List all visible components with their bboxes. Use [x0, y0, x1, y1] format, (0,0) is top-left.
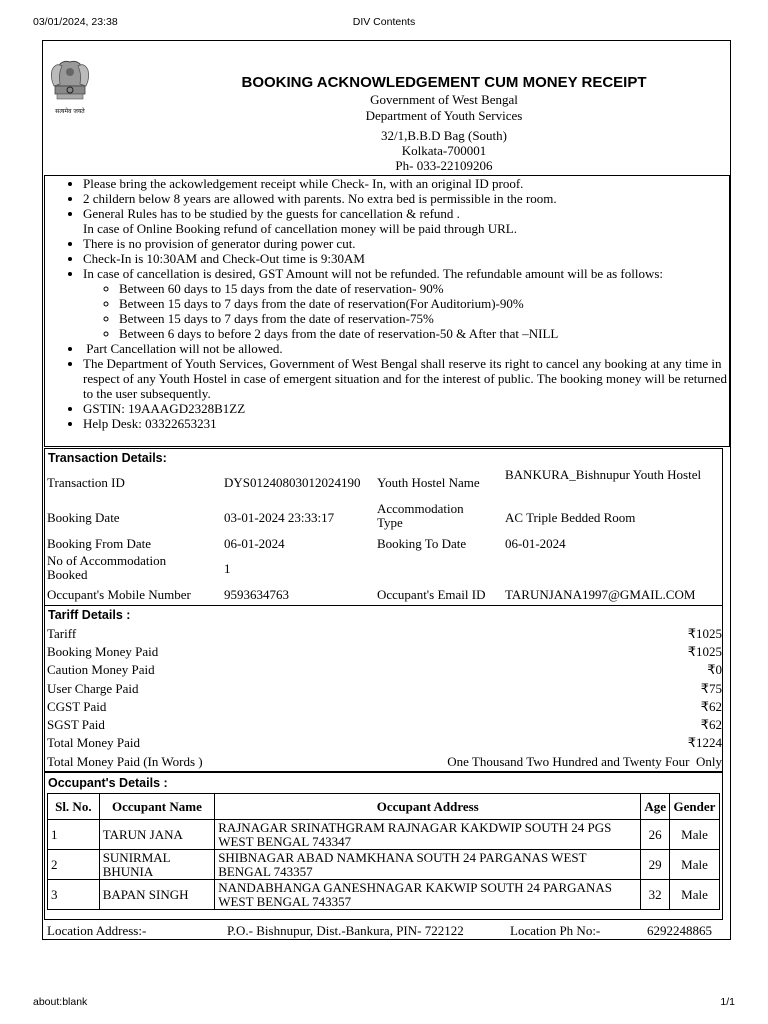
tariff-value: ₹1224	[687, 735, 722, 750]
accommodation-type-value: AC Triple Bedded Room	[505, 510, 636, 525]
rule-text: In case of cancellation is desired, GST Amount will not be refunded. The refundable amount will be as follows:	[83, 266, 664, 281]
header-line: Government of West Bengal	[370, 92, 518, 107]
gender-cell: Male	[670, 820, 720, 850]
location-address-value: P.O.- Bishnupur, Dist.-Bankura, PIN- 722122	[227, 923, 464, 938]
emblem-caption: सत्यमेव जयते	[55, 108, 85, 115]
rule-item: • There is no provision of generator during power cut.	[83, 236, 729, 251]
tariff-value: One Thousand Two Hundred and Twenty Four Only	[447, 754, 722, 769]
rule-item: • Part Cancellation will not be allowed.	[83, 341, 729, 356]
rule-item: • Help Desk: 03322653231	[83, 416, 729, 431]
rule-note: In case of Online Booking refund of cancellation money will be paid through URL.	[83, 221, 517, 236]
tariff-value: ₹1025	[687, 644, 722, 659]
mobile-value: 9593634763	[224, 587, 289, 602]
table-row	[48, 820, 720, 850]
column-header: Occupant Address	[215, 794, 641, 820]
age-cell: 26	[641, 820, 670, 850]
accommodation-type-label: Accommodation Type	[377, 501, 464, 530]
hostel-name-value: BANKURA_Bishnupur Youth Hostel	[505, 467, 702, 482]
occupant-table	[47, 793, 720, 910]
state-emblem-icon	[46, 56, 94, 116]
refund-item: ◦ Between 6 days to before 2 days from the date of reservation-50 & After that –NILL	[119, 326, 729, 341]
tariff-value: ₹62	[700, 717, 722, 732]
booking-date-label: Booking Date	[47, 510, 120, 525]
column-header: Occupant Name	[99, 794, 215, 820]
mobile-label: Occupant's Mobile Number	[47, 587, 191, 602]
email-label: Occupant's Email ID	[377, 587, 486, 602]
transaction-heading: Transaction Details:	[48, 451, 167, 465]
sl-cell: 3	[48, 880, 100, 910]
tariff-value: ₹1025	[687, 626, 722, 641]
tariff-label: User Charge Paid	[47, 681, 139, 696]
table-header-row	[48, 794, 720, 820]
tariff-label: CGST Paid	[47, 699, 107, 714]
location-address-label: Location Address:-	[47, 923, 147, 938]
header-line: Kolkata-700001	[401, 143, 487, 158]
column-header: Age	[641, 794, 670, 820]
name-cell: BAPAN SINGH	[99, 880, 215, 910]
gender-cell: Male	[670, 850, 720, 880]
name-cell: SUNIRMAL BHUNIA	[99, 850, 215, 880]
tariff-label: Booking Money Paid	[47, 644, 159, 659]
hostel-name-label: Youth Hostel Name	[377, 475, 480, 490]
transaction-id-value: DYS01240803012024190	[224, 475, 361, 490]
to-date-label: Booking To Date	[377, 536, 467, 551]
column-header: Sl. No.	[48, 794, 100, 820]
table-row	[48, 880, 720, 910]
tariff-value: ₹0	[707, 662, 722, 677]
refund-list	[83, 281, 729, 341]
tariff-label: Caution Money Paid	[47, 662, 155, 677]
rules-list	[45, 176, 729, 431]
booking-date-value: 03-01-2024 23:33:17	[224, 510, 335, 525]
rules-box	[44, 175, 730, 447]
column-header: Gender	[670, 794, 720, 820]
address-cell: NANDABHANGA GANESHNAGAR KAKWIP SOUTH 24 PARGANAS WEST BENGAL 743357	[215, 880, 641, 910]
print-page-number: 1/1	[720, 996, 735, 1008]
tariff-label: SGST Paid	[47, 717, 105, 732]
print-datetime: 03/01/2024, 23:38	[33, 16, 118, 28]
tariff-value: ₹62	[700, 699, 722, 714]
refund-item: ◦ Between 15 days to 7 days from the date of reservation(For Auditorium)-90%	[119, 296, 729, 311]
name-cell: TARUN JANA	[99, 820, 215, 850]
print-title: DIV Contents	[352, 16, 416, 28]
email-value: TARUNJANA1997@GMAIL.COM	[505, 587, 696, 602]
rule-text: General Rules has to be studied by the guests for cancellation & refund .	[83, 206, 460, 221]
age-cell: 32	[641, 880, 670, 910]
rule-item	[83, 206, 729, 236]
tariff-details-box	[44, 605, 723, 772]
age-cell: 29	[641, 850, 670, 880]
tariff-heading: Tariff Details :	[48, 608, 131, 622]
refund-item: ◦ Between 60 days to 15 days from the date of reservation- 90%	[119, 281, 729, 296]
tariff-label: Total Money Paid (In Words )	[47, 754, 203, 769]
table-row	[48, 850, 720, 880]
print-url: about:blank	[33, 996, 88, 1008]
header-line: Ph- 033-22109206	[395, 158, 493, 173]
from-date-label: Booking From Date	[47, 536, 151, 551]
page-title: BOOKING ACKNOWLEDGEMENT CUM MONEY RECEIPT	[241, 74, 647, 91]
location-phone-label: Location Ph No:-	[510, 923, 601, 938]
to-date-value: 06-01-2024	[505, 536, 566, 551]
occupant-heading: Occupant's Details :	[48, 776, 168, 790]
from-date-value: 06-01-2024	[224, 536, 285, 551]
address-cell: SHIBNAGAR ABAD NAMKHANA SOUTH 24 PARGANAS WEST BENGAL 743357	[215, 850, 641, 880]
rule-item: • Please bring the ackowledgement receipt while Check- In, with an original ID proof.	[83, 176, 729, 191]
sl-cell: 2	[48, 850, 100, 880]
refund-item: ◦ Between 15 days to 7 days from the date of reservation-75%	[119, 311, 729, 326]
rule-item: • Check-In is 10:30AM and Check-Out time is 9:30AM	[83, 251, 729, 266]
receipt-header	[150, 74, 738, 173]
rule-item: • The Department of Youth Services, Government of West Bengal shall reserve its right to cancel any booking at any time in respect of any Youth Hostel in case of emergent situation and for the interest of public. The booking money will be returned to the user subsequently.	[83, 356, 729, 401]
rule-item	[83, 266, 729, 341]
header-line: Department of Youth Services	[365, 108, 523, 123]
header-line: 32/1,B.B.D Bag (South)	[380, 128, 508, 143]
sl-cell: 1	[48, 820, 100, 850]
num-booked-value: 1	[224, 561, 231, 576]
location-phone-value: 6292248865	[647, 923, 712, 938]
address-cell: RAJNAGAR SRINATHGRAM RAJNAGAR KAKDWIP SOUTH 24 PGS WEST BENGAL 743347	[215, 820, 641, 850]
tariff-label: Tariff	[47, 626, 77, 641]
gender-cell: Male	[670, 880, 720, 910]
transaction-id-label: Transaction ID	[47, 475, 125, 490]
rule-item: • 2 childern below 8 years are allowed with parents. No extra bed is permissible in the room.	[83, 191, 729, 206]
rule-item: • GSTIN: 19AAAGD2328B1ZZ	[83, 401, 729, 416]
num-booked-label: No of Accommodation Booked	[47, 553, 167, 582]
tariff-label: Total Money Paid	[47, 735, 140, 750]
tariff-value: ₹75	[700, 681, 722, 696]
